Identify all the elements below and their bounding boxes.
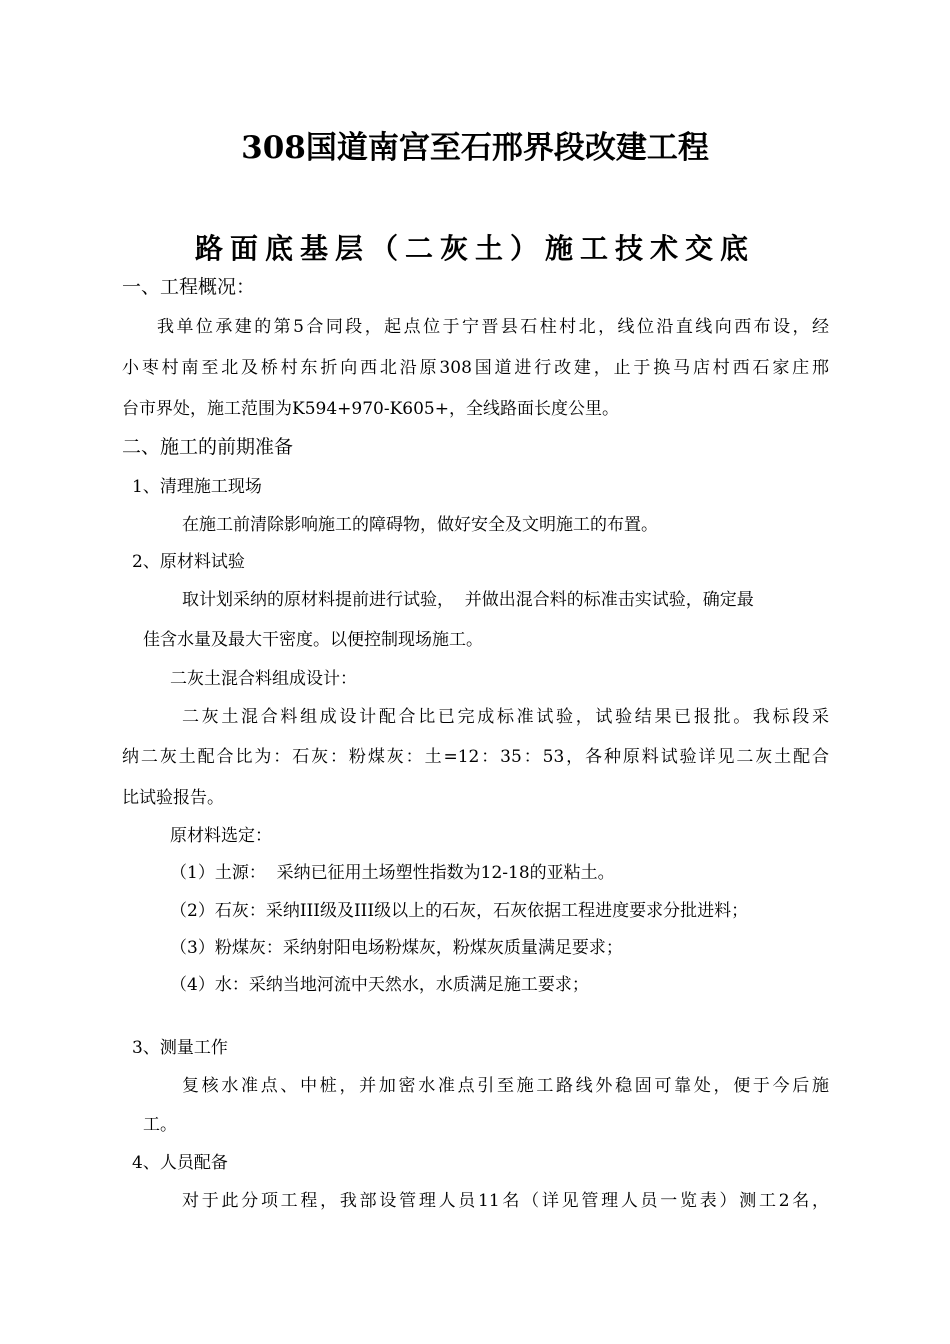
paragraph-line: 台市界处，施工范围为K594+970-K605+，全线路面长度公里。	[122, 399, 619, 419]
paragraph-line: 纳二灰土配合比为：石灰：粉煤灰：土=12：35：53，各种原料试验详见二灰土配合	[122, 747, 829, 767]
material-item: （3）粉煤灰：采纳射阳电场粉煤灰，粉煤灰质量满足要求；	[170, 938, 623, 958]
design-heading: 二灰土混合料组成设计：	[170, 669, 357, 689]
paragraph-line: 在施工前清除影响施工的障碍物，做好安全及文明施工的布置。	[182, 515, 658, 535]
material-item: （4）水：采纳当地河流中天然水，水质满足施工要求；	[170, 975, 589, 995]
document-title: 308国道南宫至石邢界段改建工程	[241, 130, 709, 166]
paragraph-line: 比试验报告。	[122, 788, 224, 808]
material-item: （1）土源： 采纳已征用土场塑性指数为12-18的亚粘土。	[170, 863, 615, 883]
paragraph-line: 二灰土混合料组成设计配合比已完成标准试验，试验结果已报批。我标段采	[182, 707, 829, 727]
paragraph-line: 对于此分项工程，我部设管理人员11名（详见管理人员一览表）测工2名，	[182, 1191, 829, 1211]
paragraph-line: 佳含水量及最大干密度。以便控制现场施工。	[143, 630, 483, 650]
paragraph-line: 工。	[143, 1115, 177, 1135]
document-subtitle: 路面底基层（二灰土）施工技术交底	[194, 232, 755, 265]
section-heading-overview: 一、工程概况：	[122, 276, 256, 298]
paragraph-line: 小枣村南至北及桥村东折向西北沿原308国道进行改建，止于换马店村西石家庄邢	[122, 358, 829, 378]
subsection-heading: 1、清理施工现场	[132, 477, 262, 497]
subsection-heading: 2、原材料试验	[132, 552, 245, 572]
subsection-heading: 3、测量工作	[132, 1038, 228, 1058]
paragraph-line: 复核水准点、中桩，并加密水准点引至施工路线外稳固可靠处，便于今后施	[182, 1076, 829, 1096]
paragraph-line: 取计划采纳的原材料提前进行试验， 并做出混合料的标准击实试验，确定最	[182, 590, 754, 610]
material-item: （2）石灰：采纳III级及III级以上的石灰，石灰依据工程进度要求分批进料；	[170, 901, 749, 921]
paragraph-line: 我单位承建的第5合同段，起点位于宁晋县石柱村北，线位沿直线向西布设，经	[157, 317, 829, 337]
materials-heading: 原材料选定：	[170, 826, 272, 846]
subsection-heading: 4、人员配备	[132, 1153, 228, 1173]
section-heading-preparation: 二、施工的前期准备	[122, 436, 294, 458]
